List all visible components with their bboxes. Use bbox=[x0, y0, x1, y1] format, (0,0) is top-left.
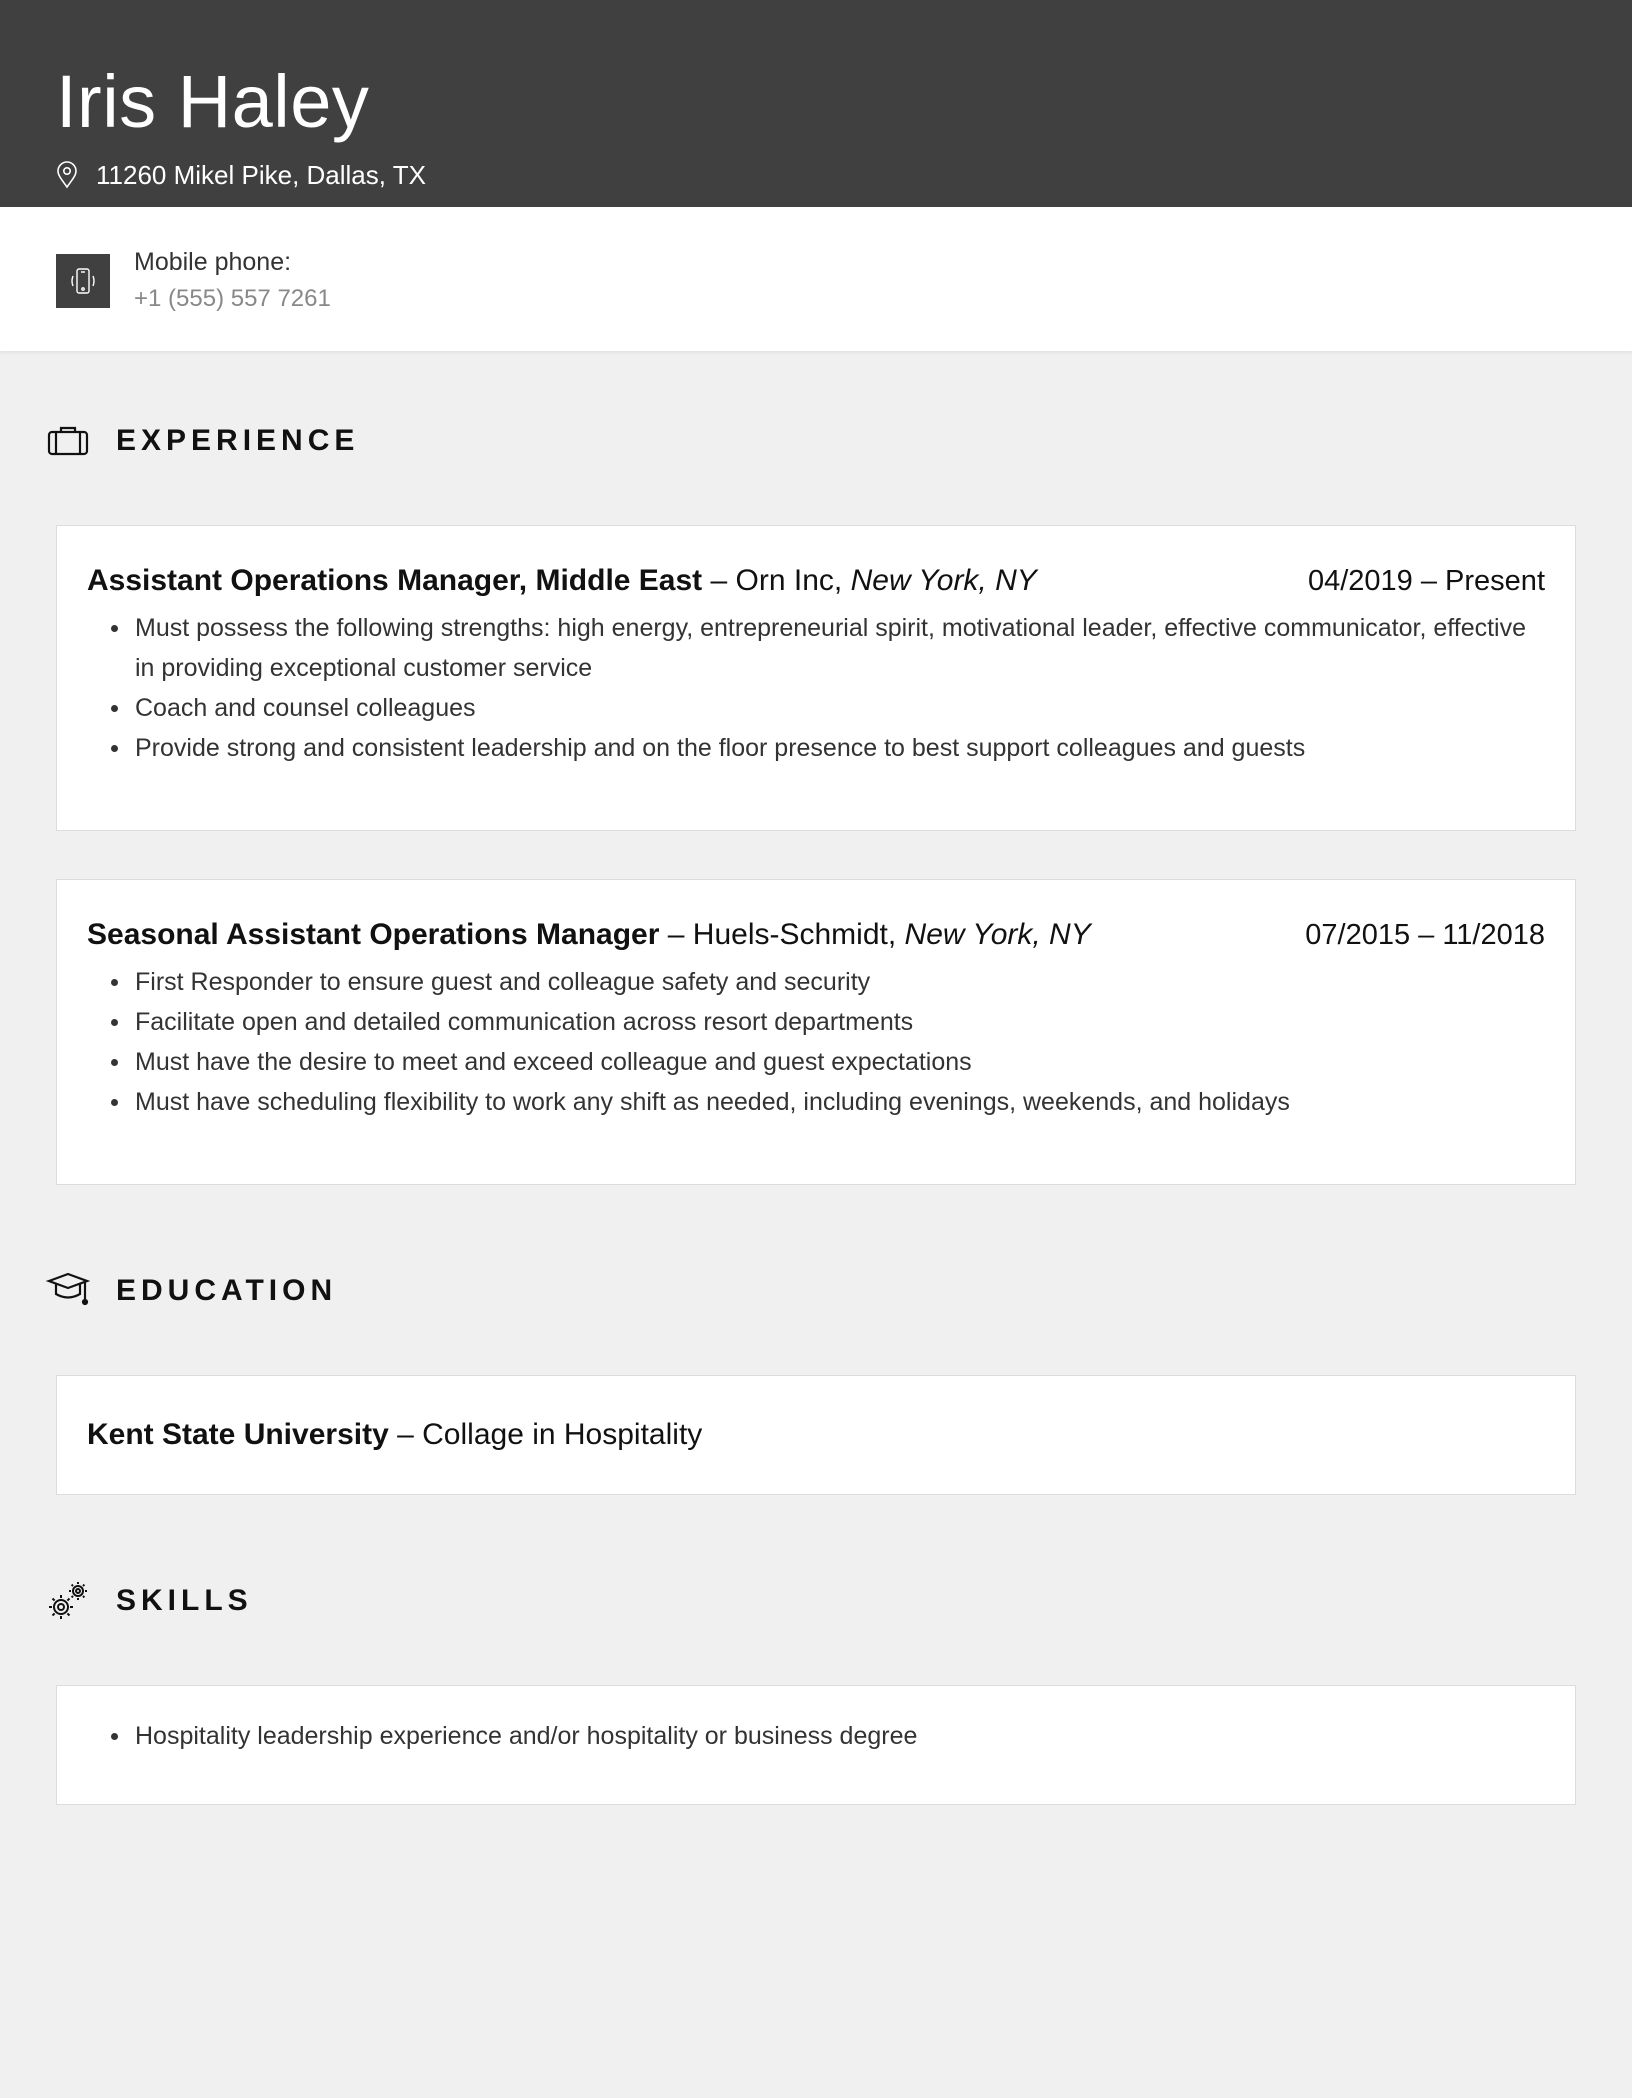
education-title: EDUCATION bbox=[116, 1274, 338, 1307]
skill-item: Hospitality leadership experience and/or hospitality or business degree bbox=[87, 1716, 1545, 1756]
job-bullet: Must possess the following strengths: high energy, entrepreneurial spirit, motivational leader, effective communicator, effective in providing exceptional customer service bbox=[87, 608, 1545, 688]
phone-value[interactable]: +1 (555) 557 7261 bbox=[134, 285, 331, 312]
job-bullet: Must have the desire to meet and exceed colleague and guest expectations bbox=[87, 1042, 1545, 1082]
job-bullet: Provide strong and consistent leadership and on the floor presence to best support colleagues and guests bbox=[87, 728, 1545, 768]
separator: – bbox=[397, 1418, 414, 1451]
address-line bbox=[56, 160, 1576, 191]
job-location: New York, NY bbox=[850, 564, 1037, 597]
separator: – bbox=[710, 564, 728, 597]
mobile-phone-icon bbox=[56, 254, 110, 308]
job-company: Huels-Schmidt, bbox=[692, 918, 897, 951]
resume-header bbox=[0, 0, 1632, 207]
job-bullet: Coach and counsel colleagues bbox=[87, 688, 1545, 728]
experience-title: EXPERIENCE bbox=[116, 424, 360, 457]
skills-list bbox=[87, 1716, 1545, 1756]
job-dates: 04/2019 – Present bbox=[1307, 565, 1545, 597]
job-card bbox=[56, 879, 1576, 1185]
job-card bbox=[56, 525, 1576, 831]
school-name: Kent State University bbox=[87, 1418, 389, 1451]
contact-bar bbox=[0, 207, 1632, 351]
job-location: New York, NY bbox=[904, 918, 1091, 951]
job-title-line bbox=[87, 564, 1037, 598]
separator: – bbox=[667, 918, 685, 951]
job-bullets bbox=[87, 608, 1545, 768]
job-header bbox=[87, 564, 1545, 598]
job-title-line bbox=[87, 918, 1091, 952]
job-company: Orn Inc, bbox=[735, 564, 843, 597]
briefcase-icon bbox=[46, 419, 90, 463]
education-entry bbox=[87, 1418, 1545, 1452]
job-bullet: First Responder to ensure guest and colleague safety and security bbox=[87, 962, 1545, 1002]
location-pin-icon bbox=[56, 161, 82, 191]
skills-section-heading bbox=[0, 1579, 1632, 1623]
gears-icon bbox=[46, 1579, 90, 1623]
job-dates: 07/2015 – 11/2018 bbox=[1305, 919, 1545, 951]
education-section-heading bbox=[0, 1269, 1632, 1313]
skills-card bbox=[56, 1685, 1576, 1805]
job-role: Seasonal Assistant Operations Manager bbox=[87, 918, 660, 951]
job-header bbox=[87, 918, 1545, 952]
job-bullet: Must have scheduling flexibility to work any shift as needed, including evenings, weekends, and holidays bbox=[87, 1082, 1545, 1122]
degree-name: Collage in Hospitality bbox=[422, 1418, 703, 1451]
experience-section-heading bbox=[0, 419, 1632, 463]
job-role: Assistant Operations Manager, Middle East bbox=[87, 564, 703, 597]
candidate-name: Iris Haley bbox=[56, 60, 370, 143]
graduation-cap-icon bbox=[46, 1269, 90, 1313]
address-text: 11260 Mikel Pike, Dallas, TX bbox=[96, 160, 426, 190]
skills-title: SKILLS bbox=[116, 1584, 253, 1617]
job-bullets bbox=[87, 962, 1545, 1122]
job-bullet: Facilitate open and detailed communication across resort departments bbox=[87, 1002, 1545, 1042]
phone-label: Mobile phone: bbox=[134, 248, 292, 276]
education-card bbox=[56, 1375, 1576, 1495]
phone-contact bbox=[134, 245, 331, 317]
